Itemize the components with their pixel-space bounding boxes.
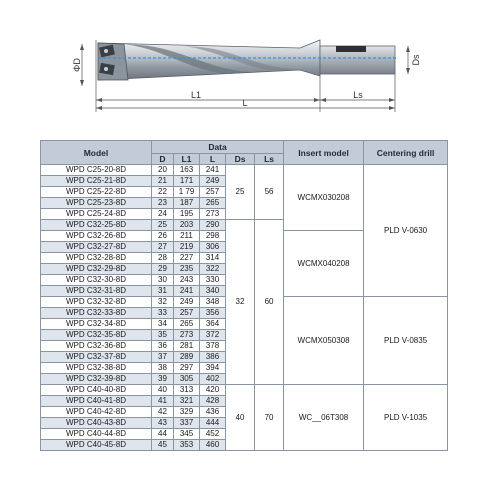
header-insert-model: Insert model bbox=[284, 141, 364, 165]
model-cell: WPD C32-32-8D bbox=[41, 297, 152, 308]
l1-cell: 305 bbox=[174, 374, 200, 385]
l1-cell: 243 bbox=[174, 275, 200, 286]
model-cell: WPD C32-39-8D bbox=[41, 374, 152, 385]
l1-cell: 227 bbox=[174, 253, 200, 264]
l-cell: 394 bbox=[200, 363, 226, 374]
d-cell: 22 bbox=[152, 187, 174, 198]
model-cell: WPD C32-33-8D bbox=[41, 308, 152, 319]
l1-cell: 337 bbox=[174, 418, 200, 429]
table-row bbox=[41, 165, 448, 176]
l1-cell: 289 bbox=[174, 352, 200, 363]
d-cell: 43 bbox=[152, 418, 174, 429]
ds-cell: 40 bbox=[226, 385, 255, 451]
d-cell: 26 bbox=[152, 231, 174, 242]
d-cell: 33 bbox=[152, 308, 174, 319]
l1-cell: 1 79 bbox=[174, 187, 200, 198]
model-cell: WPD C40-43-8D bbox=[41, 418, 152, 429]
model-cell: WPD C40-45-8D bbox=[41, 440, 152, 451]
l1-cell: 163 bbox=[174, 165, 200, 176]
model-cell: WPD C25-22-8D bbox=[41, 187, 152, 198]
l-cell: 364 bbox=[200, 319, 226, 330]
d-cell: 30 bbox=[152, 275, 174, 286]
l1-cell: 171 bbox=[174, 176, 200, 187]
shank-diameter-label: Ds bbox=[411, 54, 421, 66]
d-cell: 39 bbox=[152, 374, 174, 385]
model-cell: WPD C25-21-8D bbox=[41, 176, 152, 187]
d-cell: 41 bbox=[152, 396, 174, 407]
shank-length-label: Ls bbox=[353, 90, 363, 100]
model-cell: WPD C40-40-8D bbox=[41, 385, 152, 396]
centering-cell: PLD V-1035 bbox=[364, 385, 448, 451]
l-cell: 257 bbox=[200, 187, 226, 198]
d-cell: 37 bbox=[152, 352, 174, 363]
l1-cell: 353 bbox=[174, 440, 200, 451]
insert-cell: WCMX040208 bbox=[284, 231, 364, 297]
model-cell: WPD C32-36-8D bbox=[41, 341, 152, 352]
l1-cell: 321 bbox=[174, 396, 200, 407]
header-l: L bbox=[200, 154, 226, 165]
d-cell: 44 bbox=[152, 429, 174, 440]
l-cell: 378 bbox=[200, 341, 226, 352]
l-cell: 386 bbox=[200, 352, 226, 363]
insert-cell: WCMX050308 bbox=[284, 297, 364, 385]
d-cell: 32 bbox=[152, 297, 174, 308]
l1-cell: 219 bbox=[174, 242, 200, 253]
model-cell: WPD C25-24-8D bbox=[41, 209, 152, 220]
l-cell: 348 bbox=[200, 297, 226, 308]
l1-cell: 345 bbox=[174, 429, 200, 440]
l-cell: 249 bbox=[200, 176, 226, 187]
l-cell: 402 bbox=[200, 374, 226, 385]
flute-length-label: L1 bbox=[190, 90, 202, 100]
l1-cell: 195 bbox=[174, 209, 200, 220]
d-cell: 27 bbox=[152, 242, 174, 253]
model-cell: WPD C32-28-8D bbox=[41, 253, 152, 264]
d-cell: 24 bbox=[152, 209, 174, 220]
ds-cell: 25 bbox=[226, 165, 255, 220]
d-cell: 42 bbox=[152, 407, 174, 418]
l-cell: 322 bbox=[200, 264, 226, 275]
l1-cell: 329 bbox=[174, 407, 200, 418]
model-cell: WPD C32-35-8D bbox=[41, 330, 152, 341]
d-cell: 45 bbox=[152, 440, 174, 451]
l-cell: 372 bbox=[200, 330, 226, 341]
header-model: Model bbox=[41, 141, 152, 165]
model-cell: WPD C32-34-8D bbox=[41, 319, 152, 330]
l-cell: 444 bbox=[200, 418, 226, 429]
model-cell: WPD C40-41-8D bbox=[41, 396, 152, 407]
d-cell: 31 bbox=[152, 286, 174, 297]
model-cell: WPD C32-27-8D bbox=[41, 242, 152, 253]
l1-cell: 211 bbox=[174, 231, 200, 242]
d-cell: 34 bbox=[152, 319, 174, 330]
spec-table bbox=[40, 140, 448, 451]
l1-cell: 281 bbox=[174, 341, 200, 352]
model-cell: WPD C32-30-8D bbox=[41, 275, 152, 286]
l-cell: 452 bbox=[200, 429, 226, 440]
l1-cell: 313 bbox=[174, 385, 200, 396]
model-cell: WPD C32-37-8D bbox=[41, 352, 152, 363]
d-cell: 20 bbox=[152, 165, 174, 176]
d-cell: 21 bbox=[152, 176, 174, 187]
l-cell: 298 bbox=[200, 231, 226, 242]
model-cell: WPD C32-29-8D bbox=[41, 264, 152, 275]
header-ds: Ds bbox=[226, 154, 255, 165]
l1-cell: 187 bbox=[174, 198, 200, 209]
l1-cell: 273 bbox=[174, 330, 200, 341]
l-cell: 273 bbox=[200, 209, 226, 220]
l-cell: 330 bbox=[200, 275, 226, 286]
l1-cell: 265 bbox=[174, 319, 200, 330]
l-cell: 460 bbox=[200, 440, 226, 451]
d-cell: 38 bbox=[152, 363, 174, 374]
ls-cell: 56 bbox=[255, 165, 284, 220]
l1-cell: 257 bbox=[174, 308, 200, 319]
d-cell: 40 bbox=[152, 385, 174, 396]
model-cell: WPD C32-26-8D bbox=[41, 231, 152, 242]
l1-cell: 297 bbox=[174, 363, 200, 374]
header-data: Data bbox=[152, 141, 284, 154]
d-cell: 35 bbox=[152, 330, 174, 341]
header-l1: L1 bbox=[174, 154, 200, 165]
l-cell: 290 bbox=[200, 220, 226, 231]
model-cell: WPD C32-25-8D bbox=[41, 220, 152, 231]
l-cell: 241 bbox=[200, 165, 226, 176]
ls-cell: 60 bbox=[255, 220, 284, 385]
model-cell: WPD C25-23-8D bbox=[41, 198, 152, 209]
diameter-label: ΦD bbox=[72, 58, 82, 72]
l1-cell: 235 bbox=[174, 264, 200, 275]
model-cell: WPD C32-38-8D bbox=[41, 363, 152, 374]
table-row bbox=[41, 385, 448, 396]
d-cell: 23 bbox=[152, 198, 174, 209]
header-d: D bbox=[152, 154, 174, 165]
model-cell: WPD C32-31-8D bbox=[41, 286, 152, 297]
model-cell: WPD C25-20-8D bbox=[41, 165, 152, 176]
drill-drawing bbox=[0, 0, 488, 130]
l-cell: 436 bbox=[200, 407, 226, 418]
l-cell: 306 bbox=[200, 242, 226, 253]
l-cell: 314 bbox=[200, 253, 226, 264]
l1-cell: 203 bbox=[174, 220, 200, 231]
centering-cell: PLD V-0630 bbox=[364, 165, 448, 297]
insert-cell: WC__06T308 bbox=[284, 385, 364, 451]
l-cell: 340 bbox=[200, 286, 226, 297]
d-cell: 25 bbox=[152, 220, 174, 231]
l-cell: 420 bbox=[200, 385, 226, 396]
model-cell: WPD C40-42-8D bbox=[41, 407, 152, 418]
ds-cell: 32 bbox=[226, 220, 255, 385]
l-cell: 428 bbox=[200, 396, 226, 407]
ls-cell: 70 bbox=[255, 385, 284, 451]
d-cell: 29 bbox=[152, 264, 174, 275]
l-cell: 265 bbox=[200, 198, 226, 209]
header-centering-drill: Centering drill bbox=[364, 141, 448, 165]
model-cell: WPD C40-44-8D bbox=[41, 429, 152, 440]
d-cell: 28 bbox=[152, 253, 174, 264]
total-length-label: L bbox=[242, 98, 248, 108]
insert-cell: WCMX030208 bbox=[284, 165, 364, 231]
d-cell: 36 bbox=[152, 341, 174, 352]
l-cell: 356 bbox=[200, 308, 226, 319]
l1-cell: 241 bbox=[174, 286, 200, 297]
header-ls: Ls bbox=[255, 154, 284, 165]
centering-cell: PLD V-0835 bbox=[364, 297, 448, 385]
l1-cell: 249 bbox=[174, 297, 200, 308]
